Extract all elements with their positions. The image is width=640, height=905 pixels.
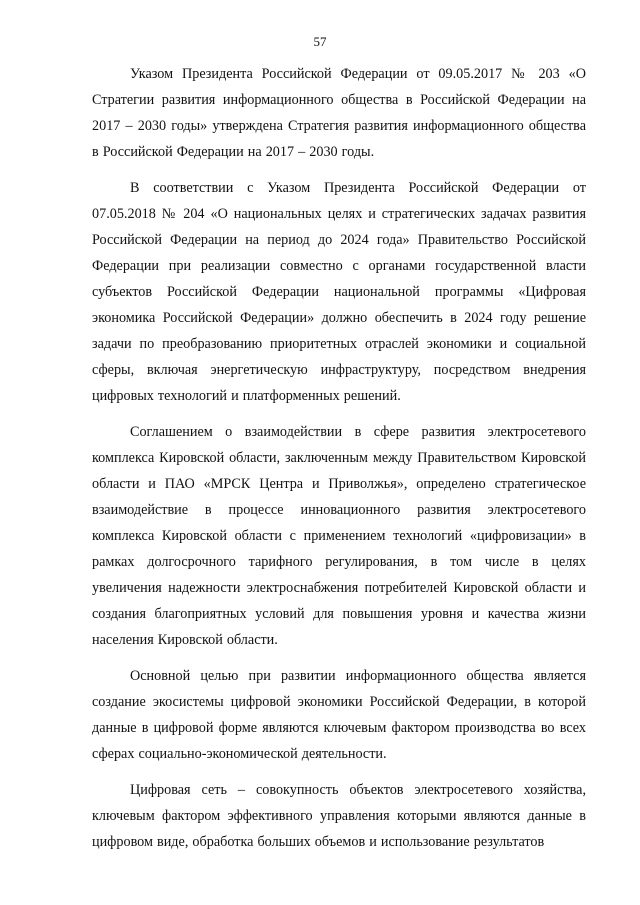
paragraph-main-goal: Основной целью при развитии информационного общества является создание экосистемы цифровой экономики Российской Федерации, в которой данные в цифровой форме являются ключевым фактором производства во всех сферах социально-экономической деятельности.: [92, 668, 586, 762]
paragraph-strategy-decree: Указом Президента Российской Федерации от 09.05.2017 № 203 «О Стратегии развития информационного общества в Российской Федерации на 2017 – 2030 годы» утверждена Стратегия развития информационного общества в Российской Федерации на 2017 – 2030 годы.: [92, 66, 586, 160]
page-number: 57: [313, 34, 327, 49]
paragraph-digital-network: Цифровая сеть – совокупность объектов электросетевого хозяйства, ключевым фактором эффективного управления которыми являются данные в цифровом виде, обработка больших объемов и использование результатов: [92, 782, 586, 850]
paragraph-kirov-agreement: Соглашением о взаимодействии в сфере развития электросетевого комплекса Кировской области, заключенным между Правительством Кировской области и ПАО «МРСК Центра и Приволжья», определено стратегическое взаимодействие в процессе инновационного развития электросетевого комплекса Кировской области с применением технологий «цифровизации» в рамках долгосрочного тарифного регулирования, в том числе в целях увеличения надежности электроснабжения потребителей Кировской области и создания благоприятных условий для повышения уровня и качества жизни населения Кировской области.: [92, 424, 586, 648]
document-body: [92, 61, 586, 855]
paragraph-national-goals: В соответствии с Указом Президента Российской Федерации от 07.05.2018 № 204 «О национальных целях и стратегических задачах развития Российской Федерации на период до 2024 года» Правительство Российской Федерации при реализации совместно с органами государственной власти субъектов Российской Федерации национальной программы «Цифровая экономика Российской Федерации» должно обеспечить в 2024 году решение задачи по преобразованию приоритетных отраслей экономики и социальной сферы, включая энергетическую инфраструктуру, посредством внедрения цифровых технологий и платформенных решений.: [92, 180, 586, 404]
